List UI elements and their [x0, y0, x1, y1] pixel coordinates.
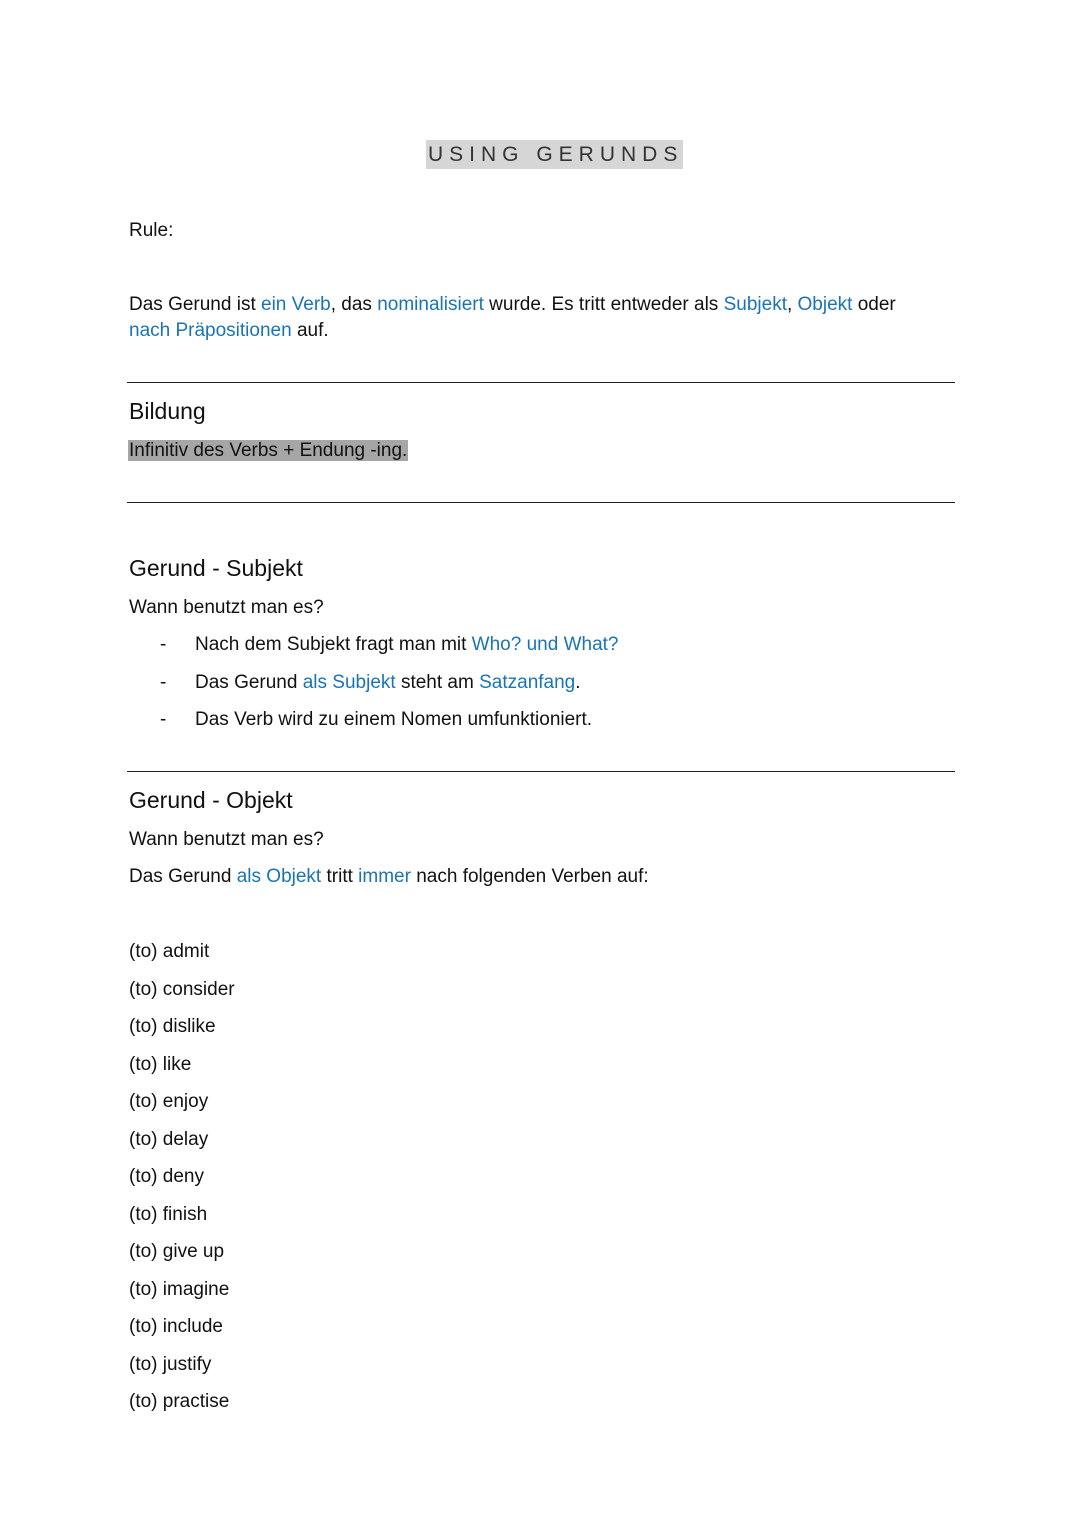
- highlighted-term: als Subjekt: [302, 671, 396, 693]
- verb-item: (to) delay: [129, 1128, 209, 1150]
- text-run: auf.: [291, 320, 329, 341]
- subjekt-bullet: [195, 707, 592, 733]
- text-run: oder: [852, 294, 896, 315]
- highlighted-term: ein Verb: [261, 294, 331, 315]
- text-run: tritt: [321, 866, 359, 887]
- text-run: Nach dem Subjekt fragt man mit: [195, 634, 472, 655]
- verb-item: (to) imagine: [129, 1278, 230, 1300]
- verb-item: (to) finish: [129, 1203, 208, 1225]
- verb-item: (to) deny: [129, 1166, 204, 1187]
- divider: [127, 771, 955, 772]
- objekt-heading: Gerund - Objekt: [129, 787, 293, 813]
- highlighted-term: Subjekt: [723, 294, 787, 315]
- verb-item: (to) justify: [129, 1353, 212, 1375]
- bullet-marker: -: [160, 671, 167, 693]
- divider: [127, 502, 955, 503]
- text-run: Das Gerund: [195, 671, 303, 693]
- verb-item: (to) give up: [129, 1241, 225, 1262]
- text-run: Das Gerund ist: [129, 294, 261, 315]
- objekt-description: [129, 864, 649, 890]
- highlighted-term: Satzanfang: [479, 671, 576, 693]
- bildung-heading: Bildung: [129, 398, 206, 424]
- subjekt-heading: Gerund - Subjekt: [129, 555, 303, 581]
- text-run: ,: [786, 294, 798, 315]
- intro-line-2: [129, 318, 329, 344]
- bullet-marker: -: [160, 709, 167, 730]
- text-run: , das: [330, 294, 378, 315]
- verb-item: (to) dislike: [129, 1016, 216, 1037]
- intro-line-1: [129, 292, 896, 318]
- text-run: .: [575, 671, 581, 693]
- text-run: wurde. Es tritt entweder als: [483, 294, 724, 315]
- highlighted-term: Who? und What?: [471, 634, 619, 655]
- rule-label: Rule:: [129, 220, 174, 241]
- text-run: Das Gerund: [129, 866, 237, 887]
- subjekt-question: Wann benutzt man es?: [129, 597, 324, 618]
- verb-item: (to) like: [129, 1053, 192, 1075]
- divider: [127, 382, 955, 383]
- objekt-question: Wann benutzt man es?: [129, 829, 324, 850]
- text-run: Das Verb wird zu einem Nomen umfunktioniert.: [195, 709, 593, 730]
- subjekt-bullet: [195, 632, 618, 658]
- verb-item: (to) consider: [129, 978, 235, 1000]
- highlighted-term: Objekt: [797, 294, 853, 315]
- highlighted-term: nominalisiert: [377, 294, 484, 315]
- page-title: USING GERUNDS: [426, 140, 683, 169]
- subjekt-bullet: [195, 670, 581, 696]
- verb-item: (to) enjoy: [129, 1091, 209, 1112]
- verb-item: (to) include: [129, 1316, 223, 1337]
- highlighted-term: immer: [358, 866, 411, 887]
- text-run: nach folgenden Verben auf:: [410, 866, 649, 887]
- bullet-marker: -: [160, 634, 167, 655]
- verb-item: (to) admit: [129, 941, 210, 962]
- bildung-rule: Infinitiv des Verbs + Endung -ing.: [129, 440, 408, 461]
- text-run: steht am: [395, 671, 480, 693]
- verb-item: (to) practise: [129, 1391, 230, 1412]
- highlighted-term: nach Präpositionen: [129, 320, 292, 341]
- highlighted-term: als Objekt: [236, 866, 322, 887]
